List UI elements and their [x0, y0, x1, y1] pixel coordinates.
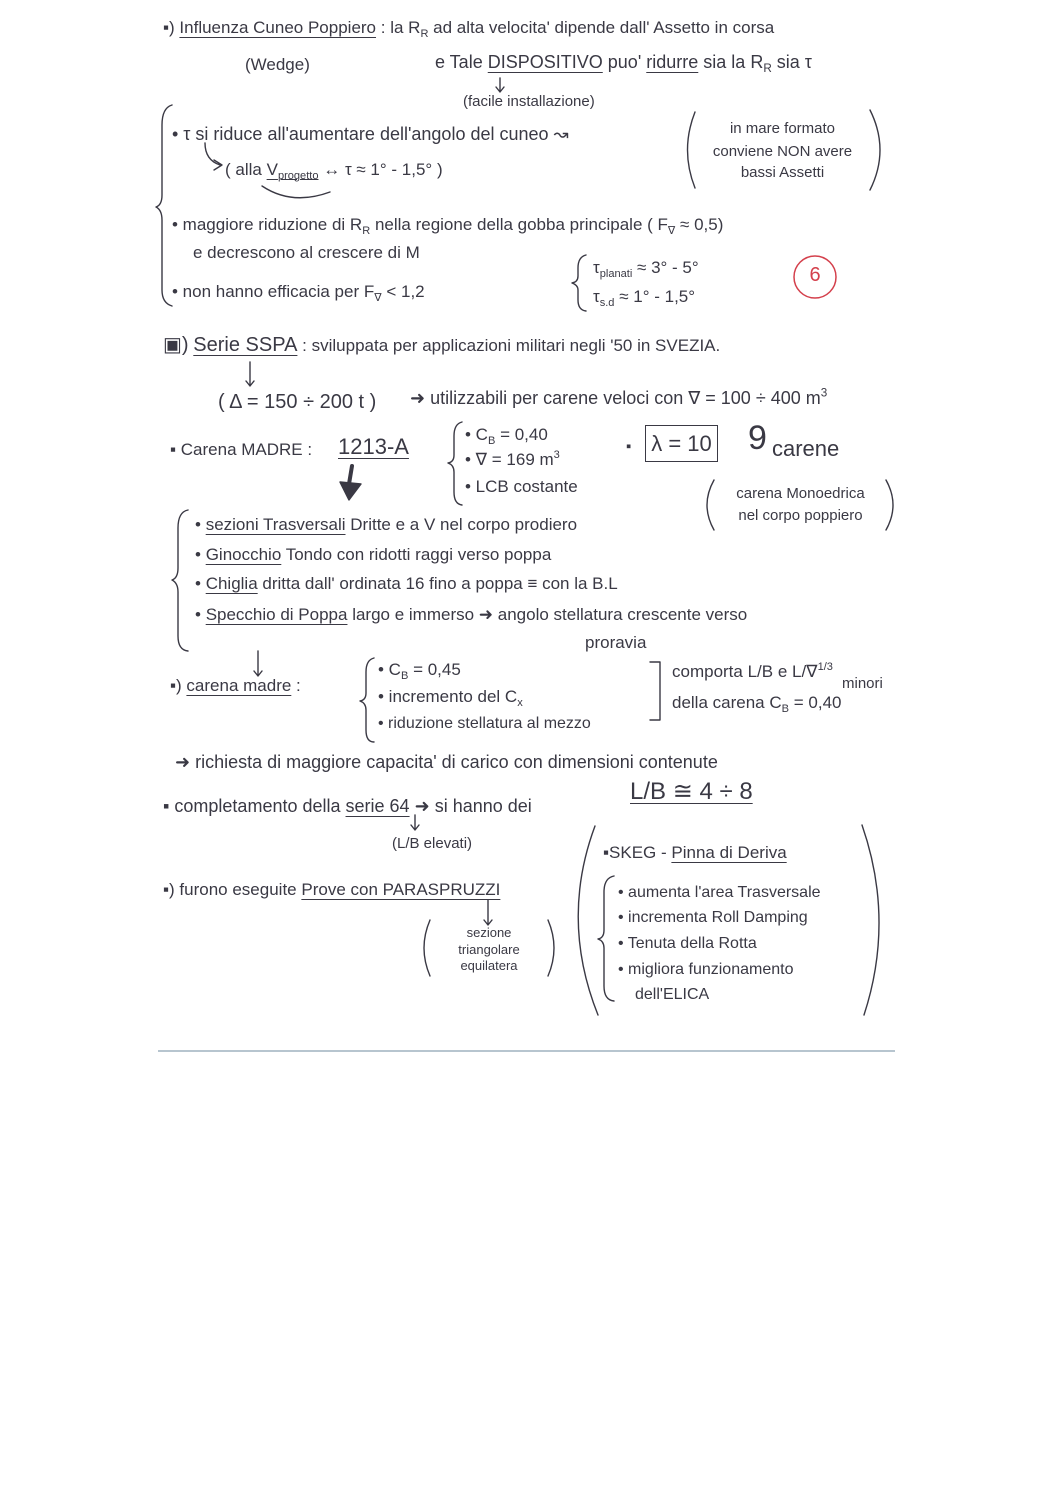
feature-text: dritta dall' ordinata 16 fino a poppa ≡ con la B.L [262, 574, 618, 593]
parent2-cx [378, 687, 523, 707]
page-number: 6 [809, 264, 821, 286]
arrow-icon: ➜ [175, 752, 191, 772]
subscript: R [362, 224, 371, 237]
mono-note-line-2: nel corpo poppiero [738, 507, 863, 524]
series64-name: serie 64 [345, 796, 410, 816]
arrow-icon: ➜ [410, 388, 426, 408]
lambda-marker: ▪ [626, 438, 632, 455]
sea-note-line-1: in mare formato [729, 120, 836, 137]
hull-count: 9 [748, 419, 767, 457]
volume-text: • ∇ = 169 m [465, 450, 554, 469]
device-d: sia τ [776, 52, 812, 72]
device-c: sia la R [703, 52, 764, 72]
skeg-bullet-4: • migliora funzionamento [618, 961, 794, 978]
spray-note-right-paren [548, 920, 554, 976]
subscript: B [400, 669, 409, 682]
subscript: s.d [599, 296, 615, 309]
subscript: ∇ [374, 291, 382, 304]
v-symbol: V [266, 160, 278, 179]
displacement-range: ( Δ = 150 ÷ 200 t ) [218, 391, 377, 413]
section-marker: ▪) [170, 676, 182, 695]
feature-text: Dritte e a V nel corpo prodiero [350, 515, 578, 534]
mono-note-line-1: carena Monoedrica [736, 485, 865, 502]
section-marker: ▣) [163, 334, 189, 356]
parent-volume [465, 450, 560, 470]
subscript: R [763, 62, 772, 76]
down-arrow-icon [496, 78, 504, 92]
subscript: progetto [277, 169, 319, 182]
spray-text-a: furono eseguite [179, 880, 297, 899]
scale-ratio-box [645, 425, 718, 462]
series64-text-b: si hanno dei [434, 796, 532, 816]
parent2-square-bracket [650, 662, 660, 720]
mono-note-right-paren [886, 480, 893, 530]
bullet: • [195, 545, 201, 564]
parent-hull-code: 1213-A [338, 434, 409, 459]
noeff-b: < 1,2 [386, 282, 425, 301]
feature-key: Specchio di Poppa [205, 605, 348, 624]
skeg-bullet-1: • aumenta l'area Trasversale [618, 884, 821, 901]
section-marker: ▪ [603, 843, 610, 862]
bullet: • [195, 515, 201, 534]
hook-arrow-icon [205, 143, 222, 170]
left-brace-wedge [156, 105, 172, 306]
cx-text: • incremento del C [378, 687, 518, 706]
parent-cb [465, 425, 548, 445]
cb-value: = 0,45 [413, 660, 461, 679]
install-note: (facile installazione) [463, 93, 595, 110]
thick-down-arrow-icon [349, 466, 352, 484]
series64-text-a: completamento della [174, 796, 341, 816]
usage-line [410, 388, 827, 410]
spray-note-line-1: sezione [466, 925, 512, 940]
parent2-heading [170, 676, 301, 696]
feature-key: sezioni Trasversali [205, 515, 346, 534]
skeg-bullet-2: • incrementa Roll Damping [618, 909, 808, 926]
sea-note-line-2: conviene NON avere [712, 143, 853, 160]
features-brace [172, 510, 188, 651]
device-b: puo' [607, 52, 642, 72]
device-word: DISPOSITIVO [487, 52, 603, 72]
thick-down-arrow-head [340, 482, 361, 500]
demand-line [175, 752, 718, 774]
feature-text: largo e immerso ➜ angolo stellatura crescente verso [352, 605, 748, 624]
subscript: B [487, 434, 496, 447]
hump-c: ≈ 0,5) [680, 215, 724, 234]
feature-transom [195, 605, 747, 625]
arrow-icon: ➜ [414, 796, 430, 816]
wedge-heading-line [163, 18, 774, 38]
hump-bullet [172, 215, 723, 235]
feature-text: Tondo con ridotti raggi verso poppa [285, 545, 552, 564]
hump-continuation: e decrescono al crescere di M [193, 243, 420, 262]
design-speed-symbol [266, 160, 319, 182]
tau-symbol: τ [593, 258, 600, 277]
result-d: = 0,40 [793, 693, 842, 712]
superscript: 3 [820, 386, 828, 400]
spray-note-left-paren [424, 920, 430, 976]
mono-note-left-paren [707, 480, 714, 530]
sspa-title: Serie SSPA [193, 334, 298, 356]
parent2-label: carena madre [186, 676, 292, 695]
tau-sd-value: ≈ 1° - 1,5° [619, 287, 696, 306]
section-marker: ▪ [170, 440, 177, 459]
hump-a: • maggiore riduzione di R [172, 215, 363, 234]
no-efficacy-bullet [172, 282, 425, 302]
cb-symbol: • C [378, 660, 401, 679]
device-a: e Tale [435, 52, 483, 72]
skeg-right-paren [862, 825, 879, 1015]
subscript: B [781, 702, 789, 715]
feature-transom-continuation: proravia [585, 633, 647, 652]
parent2-result-line [672, 662, 833, 682]
parent2-result-compare [672, 693, 841, 713]
skeg-subtitle: Pinna di Deriva [671, 843, 787, 862]
cb-symbol: • C [465, 425, 488, 444]
series64-ratio: L/B ≅ 4 ÷ 8 [630, 778, 753, 805]
tau-planing-value: ≈ 3° - 5° [637, 258, 699, 277]
down-arrow-icon [246, 362, 254, 386]
wedge-alias: (Wedge) [245, 55, 310, 74]
colon: : [380, 18, 386, 37]
sea-note-line-3: bassi Assetti [740, 164, 825, 181]
colon: : [296, 676, 301, 695]
skeg-bullets-brace [598, 876, 614, 1001]
parent2-cb [378, 660, 461, 680]
wedge-intro-a: la R [390, 18, 421, 37]
noeff-a: • non hanno efficacia per F [172, 282, 375, 301]
subscript: ∇ [667, 224, 676, 237]
tau-values-brace [572, 255, 586, 311]
design-open: ( alla [225, 160, 262, 179]
result-a: comporta L/B e L/∇ [672, 662, 818, 681]
parent2-deadrise: • riduzione stellatura al mezzo [378, 715, 591, 732]
wedge-intro-b: ad alta velocita' dipende dall' Assetto in corsa [433, 18, 775, 37]
feature-key: Ginocchio [205, 545, 282, 564]
colon: : [302, 336, 307, 355]
down-arrow-icon [484, 900, 492, 925]
parent2-brace [360, 658, 374, 742]
parent-lcb: • LCB costante [465, 477, 578, 496]
feature-sections [195, 515, 577, 535]
tau-symbol: τ [593, 287, 600, 306]
parent-hull-label: Carena MADRE : [180, 440, 313, 459]
spray-note-line-2: triangolare [458, 942, 520, 957]
tau-sd-line [593, 287, 695, 307]
down-arrow-icon [254, 651, 262, 676]
subscript: planati [599, 267, 633, 280]
feature-bilge [195, 545, 551, 565]
sspa-desc: sviluppata per applicazioni militari negli '50 in SVEZIA. [311, 336, 721, 355]
demand-text: richiesta di maggiore capacita' di carico con dimensioni contenute [195, 752, 718, 772]
bottom-rule [158, 1050, 895, 1052]
skeg-heading [603, 843, 787, 863]
design-speed-line [225, 160, 443, 180]
design-connector-curve [262, 186, 330, 198]
series64-note: (L/B elevati) [392, 835, 473, 852]
parent2-result-minori: minori [842, 675, 883, 692]
parent-props-brace [448, 422, 462, 505]
bullet: • [195, 605, 201, 624]
section-marker: ▪) [163, 880, 175, 899]
bullet: • [195, 574, 201, 593]
feature-key: Chiglia [205, 574, 258, 593]
wedge-title: Influenza Cuneo Poppiero [179, 18, 377, 37]
skeg-title: SKEG - [609, 843, 667, 862]
skeg-left-paren [578, 826, 598, 1015]
hump-b: nella regione della gobba principale ( F [374, 215, 668, 234]
device-verb: ridurre [646, 52, 699, 72]
spray-line [163, 880, 500, 900]
spray-tests: Prove con PARASPRUZZI [301, 880, 501, 899]
design-rest: ↔ τ ≈ 1° - 1,5° ) [323, 160, 443, 179]
tau-bullet: • τ si riduce all'aumentare dell'angolo del cuneo ↝ [172, 124, 569, 144]
tau-planing-line [593, 258, 699, 278]
feature-keel [195, 574, 618, 594]
sea-note-left-paren [688, 112, 696, 188]
wedge-device-line [435, 52, 812, 74]
cb-value: = 0,40 [500, 425, 548, 444]
parent-hull-line [170, 440, 312, 460]
skeg-bullet-4-continuation: dell'ELICA [635, 986, 710, 1003]
result-c: della carena C [672, 693, 782, 712]
series64-line [163, 796, 532, 818]
superscript: 1/3 [817, 660, 833, 673]
subscript: R [420, 27, 429, 40]
subscript: x [517, 696, 523, 709]
sea-note-right-paren [870, 110, 880, 190]
hull-label: carene [772, 436, 840, 461]
skeg-bullet-3: • Tenuta della Rotta [618, 935, 757, 952]
superscript: 3 [553, 448, 560, 461]
scale-ratio: λ = 10 [651, 430, 712, 456]
section-marker: ▪ [163, 796, 170, 816]
section-marker: ▪) [163, 18, 175, 37]
spray-note-line-3: equilatera [460, 958, 518, 973]
sspa-heading-line [163, 333, 720, 357]
usage-text: utilizzabili per carene veloci con ∇ = 100 ÷ 400 m [430, 388, 821, 408]
